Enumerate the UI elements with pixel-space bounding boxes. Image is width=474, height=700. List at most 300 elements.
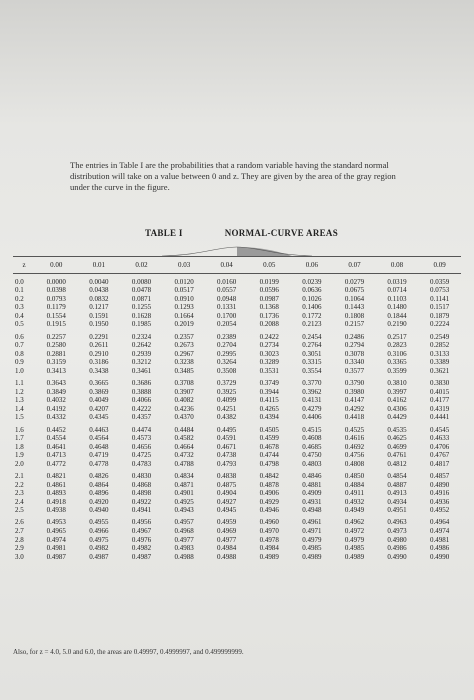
area-value-cell: 0.2823 bbox=[387, 341, 407, 350]
area-value-cell: 0.4525 bbox=[344, 425, 365, 434]
area-value-cell: 0.4732 bbox=[174, 451, 194, 460]
area-value-cell: 0.1255 bbox=[131, 303, 152, 312]
area-value-cell: 0.4808 bbox=[344, 459, 365, 468]
column-header-z: z bbox=[13, 257, 35, 274]
area-value-cell: 0.4916 bbox=[430, 489, 450, 498]
table-row bbox=[13, 320, 461, 329]
area-value-cell: 0.3925 bbox=[217, 387, 237, 396]
area-value-cell: 0.4989 bbox=[259, 552, 279, 561]
area-value-cell: 0.2324 bbox=[131, 332, 152, 341]
table-row bbox=[13, 312, 461, 321]
area-value-cell: 0.0793 bbox=[46, 294, 66, 303]
z-value-cell: 2.5 bbox=[15, 506, 24, 515]
area-value-cell: 0.0000 bbox=[46, 277, 66, 286]
area-value-cell: 0.4656 bbox=[131, 442, 152, 451]
area-value-cell: 0.4826 bbox=[89, 471, 109, 480]
area-value-cell: 0.4279 bbox=[302, 404, 322, 413]
area-value-cell: 0.4973 bbox=[387, 527, 407, 536]
area-value-cell: 0.4850 bbox=[344, 471, 365, 480]
area-value-cell: 0.3686 bbox=[131, 379, 152, 388]
area-value-cell: 0.3186 bbox=[89, 358, 109, 367]
area-value-cell: 0.2881 bbox=[46, 349, 66, 358]
z-value-cell: 2.6 bbox=[15, 518, 24, 527]
area-value-cell: 0.4685 bbox=[302, 442, 322, 451]
area-value-cell: 0.4978 bbox=[259, 535, 279, 544]
table-row bbox=[13, 426, 461, 435]
area-value-cell: 0.3849 bbox=[46, 387, 66, 396]
area-value-cell: 0.3289 bbox=[259, 358, 279, 367]
table-row bbox=[13, 544, 461, 553]
z-value-cell: 1.4 bbox=[15, 404, 24, 413]
table-row bbox=[13, 303, 461, 312]
area-value-cell: 0.4394 bbox=[259, 413, 279, 422]
area-value-cell: 0.2704 bbox=[217, 341, 237, 350]
area-value-cell: 0.4573 bbox=[131, 434, 152, 443]
area-value-cell: 0.3340 bbox=[344, 358, 365, 367]
area-value-cell: 0.4946 bbox=[259, 506, 279, 515]
z-value-cell: 0.4 bbox=[15, 311, 24, 320]
area-value-cell: 0.3413 bbox=[46, 366, 66, 375]
area-value-cell: 0.4418 bbox=[344, 413, 365, 422]
area-value-cell: 0.4982 bbox=[89, 544, 109, 553]
area-value-cell: 0.4960 bbox=[259, 518, 279, 527]
area-value-cell: 0.2764 bbox=[302, 341, 322, 350]
area-value-cell: 0.4251 bbox=[217, 404, 237, 413]
area-value-cell: 0.3315 bbox=[302, 358, 322, 367]
area-value-cell: 0.4857 bbox=[430, 471, 450, 480]
area-value-cell: 0.4750 bbox=[302, 451, 322, 460]
table-row bbox=[13, 536, 461, 545]
area-value-cell: 0.4987 bbox=[46, 552, 66, 561]
area-value-cell: 0.4979 bbox=[302, 535, 322, 544]
area-value-cell: 0.0199 bbox=[259, 277, 279, 286]
area-value-cell: 0.0040 bbox=[89, 277, 109, 286]
area-value-cell: 0.4564 bbox=[89, 434, 109, 443]
area-value-cell: 0.4956 bbox=[131, 518, 152, 527]
area-value-cell: 0.4970 bbox=[259, 527, 279, 536]
table-row bbox=[13, 413, 461, 422]
area-value-cell: 0.3729 bbox=[217, 379, 237, 388]
area-value-cell: 0.1406 bbox=[302, 303, 322, 312]
table-heading bbox=[145, 228, 385, 238]
table-row bbox=[13, 489, 461, 498]
area-value-cell: 0.0753 bbox=[430, 286, 450, 295]
area-value-cell: 0.1103 bbox=[387, 294, 407, 303]
area-value-cell: 0.2673 bbox=[174, 341, 194, 350]
area-value-cell: 0.3665 bbox=[89, 379, 109, 388]
area-value-cell: 0.4948 bbox=[302, 506, 322, 515]
area-value-cell: 0.0596 bbox=[259, 286, 279, 295]
area-value-cell: 0.4793 bbox=[217, 459, 237, 468]
area-value-cell: 0.4936 bbox=[430, 497, 450, 506]
normal-curve-figure bbox=[12, 246, 462, 256]
area-value-cell: 0.4115 bbox=[259, 396, 279, 405]
area-value-cell: 0.3962 bbox=[302, 387, 322, 396]
area-value-cell: 0.4968 bbox=[174, 527, 194, 536]
area-value-cell: 0.4932 bbox=[344, 497, 365, 506]
area-value-cell: 0.4692 bbox=[344, 442, 365, 451]
area-value-cell: 0.4949 bbox=[344, 506, 365, 515]
footer-note: Also, for z = 4.0, 5.0 and 6.0, the areas are 0.49997, 0.4999997, and 0.499999999. bbox=[13, 648, 244, 656]
area-value-cell: 0.4495 bbox=[217, 425, 237, 434]
normal-curve-areas-table bbox=[13, 256, 461, 561]
area-value-cell: 0.4898 bbox=[131, 489, 152, 498]
area-value-cell: 0.1217 bbox=[89, 303, 109, 312]
area-value-cell: 0.3888 bbox=[131, 387, 152, 396]
area-value-cell: 0.4955 bbox=[89, 518, 109, 527]
area-value-cell: 0.4971 bbox=[302, 527, 322, 536]
area-value-cell: 0.2157 bbox=[344, 320, 365, 329]
area-value-cell: 0.0675 bbox=[344, 286, 365, 295]
area-value-cell: 0.4830 bbox=[131, 471, 152, 480]
z-value-cell: 2.1 bbox=[15, 471, 24, 480]
area-value-cell: 0.4821 bbox=[46, 471, 66, 480]
area-value-cell: 0.1985 bbox=[131, 320, 152, 329]
z-value-cell: 1.3 bbox=[15, 396, 24, 405]
area-value-cell: 0.4015 bbox=[430, 387, 450, 396]
area-value-cell: 0.4911 bbox=[344, 489, 364, 498]
area-value-cell: 0.4192 bbox=[46, 404, 66, 413]
column-header: 0.09 bbox=[418, 257, 461, 274]
area-value-cell: 0.4981 bbox=[46, 544, 66, 553]
table-row bbox=[13, 358, 461, 367]
area-value-cell: 0.0987 bbox=[259, 294, 279, 303]
area-value-cell: 0.4616 bbox=[344, 434, 365, 443]
area-value-cell: 0.4265 bbox=[259, 404, 279, 413]
area-value-cell: 0.3106 bbox=[387, 349, 407, 358]
area-value-cell: 0.4633 bbox=[430, 434, 450, 443]
area-value-cell: 0.4788 bbox=[174, 459, 194, 468]
area-value-cell: 0.4406 bbox=[302, 413, 322, 422]
area-value-cell: 0.4535 bbox=[387, 425, 407, 434]
area-value-cell: 0.0714 bbox=[387, 286, 407, 295]
area-value-cell: 0.4868 bbox=[131, 480, 152, 489]
area-value-cell: 0.4625 bbox=[387, 434, 407, 443]
area-value-cell: 0.1628 bbox=[131, 311, 152, 320]
area-value-cell: 0.4929 bbox=[259, 497, 279, 506]
area-value-cell: 0.3051 bbox=[302, 349, 322, 358]
area-value-cell: 0.4938 bbox=[46, 506, 66, 515]
area-value-cell: 0.4988 bbox=[174, 552, 194, 561]
area-value-cell: 0.4429 bbox=[387, 413, 407, 422]
area-value-cell: 0.3389 bbox=[430, 358, 450, 367]
area-value-cell: 0.4965 bbox=[46, 527, 66, 536]
area-value-cell: 0.2611 bbox=[89, 341, 109, 350]
area-value-cell: 0.1591 bbox=[89, 311, 109, 320]
area-value-cell: 0.4846 bbox=[302, 471, 322, 480]
area-value-cell: 0.3980 bbox=[344, 387, 365, 396]
area-value-cell: 0.2054 bbox=[217, 320, 237, 329]
area-value-cell: 0.4984 bbox=[259, 544, 279, 553]
area-value-cell: 0.4945 bbox=[217, 506, 237, 515]
table-row bbox=[13, 518, 461, 527]
area-value-cell: 0.4854 bbox=[387, 471, 407, 480]
area-value-cell: 0.4382 bbox=[217, 413, 237, 422]
area-value-cell: 0.4641 bbox=[46, 442, 66, 451]
area-value-cell: 0.0636 bbox=[302, 286, 322, 295]
area-value-cell: 0.4969 bbox=[217, 527, 237, 536]
area-value-cell: 0.4957 bbox=[174, 518, 194, 527]
area-value-cell: 0.4207 bbox=[89, 404, 109, 413]
area-value-cell: 0.4803 bbox=[302, 459, 322, 468]
area-value-cell: 0.0832 bbox=[89, 294, 109, 303]
z-value-cell: 1.0 bbox=[15, 366, 24, 375]
area-value-cell: 0.3577 bbox=[344, 366, 365, 375]
area-value-cell: 0.4066 bbox=[131, 396, 152, 405]
table-row bbox=[13, 295, 461, 304]
area-value-cell: 0.1915 bbox=[46, 320, 66, 329]
area-value-cell: 0.1517 bbox=[430, 303, 450, 312]
area-value-cell: 0.2734 bbox=[259, 341, 279, 350]
area-value-cell: 0.2088 bbox=[259, 320, 279, 329]
table-row bbox=[13, 379, 461, 388]
area-value-cell: 0.4772 bbox=[46, 459, 66, 468]
area-value-cell: 0.4767 bbox=[430, 451, 450, 460]
area-value-cell: 0.0239 bbox=[302, 277, 322, 286]
area-value-cell: 0.4974 bbox=[430, 527, 450, 536]
z-value-cell: 2.7 bbox=[15, 527, 24, 536]
area-value-cell: 0.2852 bbox=[430, 341, 450, 350]
z-value-cell: 1.2 bbox=[15, 387, 24, 396]
area-value-cell: 0.4357 bbox=[131, 413, 152, 422]
column-header: 0.07 bbox=[333, 257, 376, 274]
z-value-cell: 2.0 bbox=[15, 459, 24, 468]
area-value-cell: 0.2422 bbox=[259, 332, 279, 341]
area-value-cell: 0.3643 bbox=[46, 379, 66, 388]
table-title: NORMAL-CURVE AREAS bbox=[224, 228, 339, 238]
area-value-cell: 0.4032 bbox=[46, 396, 66, 405]
table-row bbox=[13, 333, 461, 342]
area-value-cell: 0.4952 bbox=[430, 506, 450, 515]
area-value-cell: 0.2580 bbox=[46, 341, 66, 350]
area-value-cell: 0.4756 bbox=[344, 451, 365, 460]
table-row bbox=[13, 350, 461, 359]
area-value-cell: 0.4984 bbox=[217, 544, 237, 553]
area-value-cell: 0.4834 bbox=[174, 471, 194, 480]
area-value-cell: 0.4976 bbox=[131, 535, 152, 544]
area-value-cell: 0.4881 bbox=[302, 480, 322, 489]
area-value-cell: 0.0398 bbox=[46, 286, 66, 295]
area-value-cell: 0.4977 bbox=[217, 535, 237, 544]
area-value-cell: 0.3869 bbox=[89, 387, 109, 396]
z-value-cell: 0.3 bbox=[15, 303, 24, 312]
area-value-cell: 0.4345 bbox=[89, 413, 109, 422]
z-value-cell: 1.8 bbox=[15, 442, 24, 451]
table-label: TABLE I bbox=[145, 228, 183, 238]
area-value-cell: 0.4778 bbox=[89, 459, 109, 468]
area-value-cell: 0.2486 bbox=[344, 332, 365, 341]
area-value-cell: 0.4236 bbox=[174, 404, 194, 413]
area-value-cell: 0.4985 bbox=[302, 544, 322, 553]
area-value-cell: 0.4744 bbox=[259, 451, 279, 460]
area-value-cell: 0.4817 bbox=[430, 459, 450, 468]
area-value-cell: 0.2549 bbox=[430, 332, 450, 341]
area-value-cell: 0.4370 bbox=[174, 413, 194, 422]
area-value-cell: 0.4706 bbox=[430, 442, 450, 451]
area-value-cell: 0.4648 bbox=[89, 442, 109, 451]
area-value-cell: 0.4979 bbox=[344, 535, 365, 544]
area-value-cell: 0.4441 bbox=[430, 413, 450, 422]
area-value-cell: 0.4319 bbox=[430, 404, 450, 413]
area-value-cell: 0.4972 bbox=[344, 527, 365, 536]
area-value-cell: 0.4974 bbox=[46, 535, 66, 544]
area-value-cell: 0.4906 bbox=[259, 489, 279, 498]
area-value-cell: 0.4934 bbox=[387, 497, 407, 506]
area-value-cell: 0.4678 bbox=[259, 442, 279, 451]
area-value-cell: 0.3461 bbox=[131, 366, 152, 375]
area-value-cell: 0.4964 bbox=[430, 518, 450, 527]
area-value-cell: 0.4988 bbox=[217, 552, 237, 561]
area-value-cell: 0.1443 bbox=[344, 303, 365, 312]
z-value-cell: 1.9 bbox=[15, 451, 24, 460]
table-row bbox=[13, 527, 461, 536]
area-value-cell: 0.2454 bbox=[302, 332, 322, 341]
z-value-cell: 1.7 bbox=[15, 434, 24, 443]
area-value-cell: 0.3023 bbox=[259, 349, 279, 358]
area-value-cell: 0.2019 bbox=[174, 320, 194, 329]
z-value-cell: 0.1 bbox=[15, 286, 24, 295]
area-value-cell: 0.4922 bbox=[131, 497, 152, 506]
area-value-cell: 0.0359 bbox=[430, 277, 450, 286]
table-row bbox=[13, 278, 461, 287]
table-row bbox=[13, 286, 461, 295]
area-value-cell: 0.4893 bbox=[46, 489, 66, 498]
area-value-cell: 0.4177 bbox=[430, 396, 450, 405]
column-header: 0.00 bbox=[35, 257, 78, 274]
area-value-cell: 0.4099 bbox=[217, 396, 237, 405]
area-value-cell: 0.4920 bbox=[89, 497, 109, 506]
area-value-cell: 0.4943 bbox=[174, 506, 194, 515]
area-value-cell: 0.3770 bbox=[302, 379, 322, 388]
area-value-cell: 0.2794 bbox=[344, 341, 365, 350]
area-value-cell: 0.4982 bbox=[131, 544, 152, 553]
area-value-cell: 0.1808 bbox=[344, 311, 365, 320]
area-value-cell: 0.4904 bbox=[217, 489, 237, 498]
area-value-cell: 0.4884 bbox=[344, 480, 365, 489]
area-value-cell: 0.4913 bbox=[387, 489, 407, 498]
area-value-cell: 0.4918 bbox=[46, 497, 66, 506]
area-value-cell: 0.4959 bbox=[217, 518, 237, 527]
area-value-cell: 0.4162 bbox=[387, 396, 407, 405]
area-value-cell: 0.4875 bbox=[217, 480, 237, 489]
column-header: 0.02 bbox=[120, 257, 163, 274]
z-value-cell: 0.6 bbox=[15, 332, 24, 341]
area-value-cell: 0.3212 bbox=[131, 358, 152, 367]
z-value-cell: 1.5 bbox=[15, 413, 24, 422]
area-value-cell: 0.4783 bbox=[131, 459, 152, 468]
area-value-cell: 0.3830 bbox=[430, 379, 450, 388]
area-value-cell: 0.3554 bbox=[302, 366, 322, 375]
area-value-cell: 0.1179 bbox=[46, 303, 66, 312]
area-value-cell: 0.2939 bbox=[131, 349, 152, 358]
column-header: 0.05 bbox=[248, 257, 291, 274]
area-value-cell: 0.3708 bbox=[174, 379, 194, 388]
area-value-cell: 0.1141 bbox=[430, 294, 450, 303]
z-value-cell: 1.1 bbox=[15, 379, 24, 388]
table-header-row bbox=[13, 257, 461, 274]
area-value-cell: 0.4931 bbox=[302, 497, 322, 506]
area-value-cell: 0.4890 bbox=[430, 480, 450, 489]
column-header: 0.06 bbox=[291, 257, 334, 274]
area-value-cell: 0.1664 bbox=[174, 311, 194, 320]
area-value-cell: 0.3599 bbox=[387, 366, 407, 375]
area-value-cell: 0.3508 bbox=[217, 366, 237, 375]
table-row bbox=[13, 451, 461, 460]
area-value-cell: 0.3438 bbox=[89, 366, 109, 375]
area-value-cell: 0.2257 bbox=[46, 332, 66, 341]
area-value-cell: 0.1480 bbox=[387, 303, 407, 312]
area-value-cell: 0.0871 bbox=[131, 294, 152, 303]
area-value-cell: 0.0438 bbox=[89, 286, 109, 295]
area-value-cell: 0.4962 bbox=[344, 518, 365, 527]
area-value-cell: 0.4871 bbox=[174, 480, 194, 489]
area-value-cell: 0.4901 bbox=[174, 489, 194, 498]
area-value-cell: 0.1368 bbox=[259, 303, 279, 312]
area-value-cell: 0.3790 bbox=[344, 379, 365, 388]
area-value-cell: 0.2967 bbox=[174, 349, 194, 358]
area-value-cell: 0.4838 bbox=[217, 471, 237, 480]
area-value-cell: 0.1844 bbox=[387, 311, 407, 320]
area-value-cell: 0.4953 bbox=[46, 518, 66, 527]
area-value-cell: 0.4981 bbox=[430, 535, 450, 544]
table-row bbox=[13, 506, 461, 515]
z-value-cell: 2.3 bbox=[15, 489, 24, 498]
area-value-cell: 0.3485 bbox=[174, 366, 194, 375]
area-value-cell: 0.1736 bbox=[259, 311, 279, 320]
area-value-cell: 0.2642 bbox=[131, 341, 152, 350]
area-value-cell: 0.3238 bbox=[174, 358, 194, 367]
area-value-cell: 0.3264 bbox=[217, 358, 237, 367]
area-value-cell: 0.0478 bbox=[131, 286, 152, 295]
area-value-cell: 0.4332 bbox=[46, 413, 66, 422]
area-value-cell: 0.0160 bbox=[217, 277, 237, 286]
area-value-cell: 0.4484 bbox=[174, 425, 194, 434]
area-value-cell: 0.2389 bbox=[217, 332, 237, 341]
area-value-cell: 0.4987 bbox=[89, 552, 109, 561]
table-row bbox=[13, 341, 461, 350]
area-value-cell: 0.0120 bbox=[174, 277, 194, 286]
area-value-cell: 0.3133 bbox=[430, 349, 450, 358]
area-value-cell: 0.3621 bbox=[430, 366, 450, 375]
area-value-cell: 0.1064 bbox=[344, 294, 365, 303]
z-value-cell: 0.9 bbox=[15, 358, 24, 367]
area-value-cell: 0.4925 bbox=[174, 497, 194, 506]
area-value-cell: 0.0319 bbox=[387, 277, 407, 286]
z-value-cell: 0.0 bbox=[15, 277, 24, 286]
table-row bbox=[13, 388, 461, 397]
area-value-cell: 0.3749 bbox=[259, 379, 279, 388]
area-value-cell: 0.4986 bbox=[430, 544, 450, 553]
area-value-cell: 0.4951 bbox=[387, 506, 407, 515]
area-value-cell: 0.2357 bbox=[174, 332, 194, 341]
area-value-cell: 0.4664 bbox=[174, 442, 194, 451]
area-value-cell: 0.2910 bbox=[89, 349, 109, 358]
area-value-cell: 0.0080 bbox=[131, 277, 152, 286]
area-value-cell: 0.4761 bbox=[387, 451, 407, 460]
area-value-cell: 0.4927 bbox=[217, 497, 237, 506]
area-value-cell: 0.1772 bbox=[302, 311, 322, 320]
area-value-cell: 0.4582 bbox=[174, 434, 194, 443]
table-row bbox=[13, 367, 461, 376]
area-value-cell: 0.1879 bbox=[430, 311, 450, 320]
area-value-cell: 0.4131 bbox=[302, 396, 322, 405]
z-value-cell: 3.0 bbox=[15, 552, 24, 561]
area-value-cell: 0.4941 bbox=[131, 506, 152, 515]
area-value-cell: 0.4798 bbox=[259, 459, 279, 468]
area-value-cell: 0.0557 bbox=[217, 286, 237, 295]
table-row bbox=[13, 498, 461, 507]
area-value-cell: 0.4292 bbox=[344, 404, 365, 413]
